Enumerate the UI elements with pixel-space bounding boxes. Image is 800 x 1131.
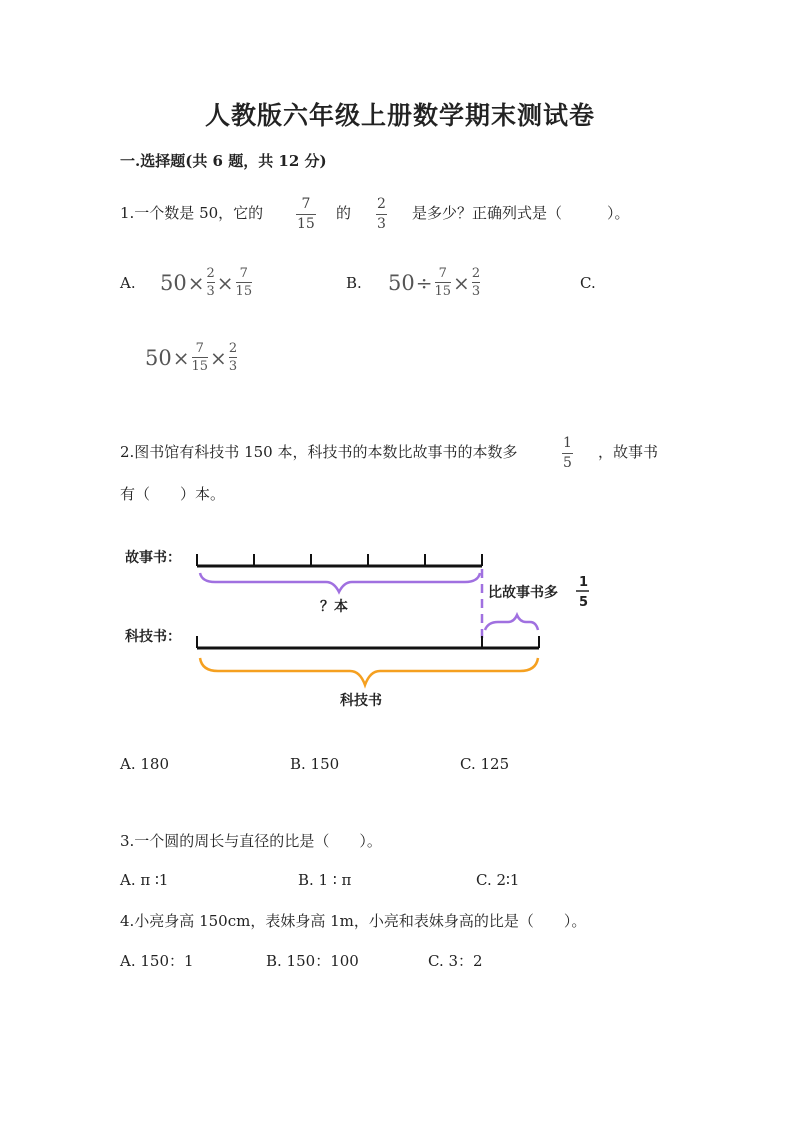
q4-text: 4.小亮身高 150cm，表妹身高 1m，小亮和表妹身高的比是（ ）。 [120, 912, 587, 930]
q3-option-c: C. 2∶1 [476, 871, 520, 889]
expr-operator: × [187, 270, 205, 295]
q3-text: 3.一个圆的周长与直径的比是（ ）。 [120, 832, 382, 850]
q1-option-a-label: A. [120, 274, 136, 292]
q1-option-c-label: C. [580, 274, 596, 292]
segment-diagram [120, 535, 600, 715]
expr-operator: ÷ [415, 270, 433, 295]
q2-fraction [562, 436, 573, 471]
q2-option-b: B. 150 [290, 755, 340, 773]
unknown-label: ？本 [320, 599, 348, 615]
q2-text-c: 有（ ）本。 [120, 485, 226, 503]
expr-number: 50 [160, 270, 187, 295]
fraction-denominator: 15 [434, 284, 452, 299]
q1-text-c: 是多少？正确列式是（ ）。 [412, 204, 630, 222]
q1-option-b-expression [388, 267, 481, 298]
expr-operator: × [172, 345, 190, 370]
expr-operator: × [453, 270, 470, 295]
fraction-denominator: 15 [297, 216, 315, 232]
q2-text-a: 2.图书馆有科技书 150 本，科技书的本数比故事书的本数多 [120, 443, 518, 461]
q2-option-c: C. 125 [460, 755, 510, 773]
q1-option-b-label: B. [346, 274, 362, 292]
more-fraction-numerator: 1 [579, 575, 589, 590]
q2-text-b: ，故事书 [598, 443, 659, 461]
fraction-numerator: 7 [195, 341, 204, 356]
fraction-numerator: 2 [377, 196, 386, 212]
expr-fraction [229, 342, 237, 373]
q1-option-c-expression [145, 342, 238, 373]
expr-operator: × [216, 270, 234, 295]
story-books-label: 故事书： [125, 550, 181, 566]
fraction-denominator: 3 [471, 284, 481, 299]
fraction-numerator: 1 [563, 435, 572, 451]
q1-fraction-1 [296, 197, 316, 232]
expr-fraction [435, 267, 452, 298]
fraction-denominator: 15 [191, 359, 209, 374]
expr-number: 50 [388, 270, 415, 295]
more-fraction-denominator: 5 [579, 595, 589, 610]
more-brace [485, 615, 538, 630]
fraction-numerator: 2 [206, 266, 215, 281]
fraction-denominator: 3 [228, 359, 238, 374]
fraction-denominator: 15 [235, 284, 253, 299]
q4-option-c: C. 3：2 [428, 952, 483, 970]
q4-option-a: A. 150：1 [120, 952, 194, 970]
more-label: 比故事书多 [488, 585, 558, 601]
expr-fraction [472, 267, 480, 298]
fraction-denominator: 5 [563, 455, 572, 471]
expr-fraction [236, 267, 253, 298]
fraction-numerator: 2 [228, 341, 238, 356]
tech-books-bottom-label: 科技书 [340, 693, 382, 709]
expr-operator: × [210, 345, 227, 370]
q2-option-a: A. 180 [120, 755, 169, 773]
page-title: 人教版六年级上册数学期末测试卷 [204, 101, 595, 130]
expr-fraction [192, 342, 209, 373]
fraction-numerator: 7 [301, 196, 311, 212]
q3-option-b: B. 1 ∶ π [298, 871, 352, 889]
q1-text-b: 的 [336, 204, 352, 222]
q1-fraction-2 [376, 197, 387, 232]
fraction-denominator: 3 [377, 216, 386, 232]
fraction-denominator: 3 [206, 284, 215, 299]
unknown-brace [200, 573, 480, 592]
expr-fraction [207, 267, 215, 298]
fraction-numerator: 7 [438, 266, 447, 281]
q1-option-a-expression [160, 267, 253, 298]
tech-books-brace [200, 658, 538, 685]
fraction-numerator: 2 [471, 266, 481, 281]
tech-books-label: 科技书： [125, 629, 181, 645]
q4-option-b: B. 150：100 [266, 952, 359, 970]
expr-number: 50 [145, 345, 172, 370]
q1-text-a: 1.一个数是 50，它的 [120, 204, 264, 222]
section-heading: 一.选择题(共 6 题，共 12 分) [120, 152, 327, 170]
fraction-numerator: 7 [239, 266, 248, 281]
q3-option-a: A. π ∶1 [120, 871, 169, 889]
